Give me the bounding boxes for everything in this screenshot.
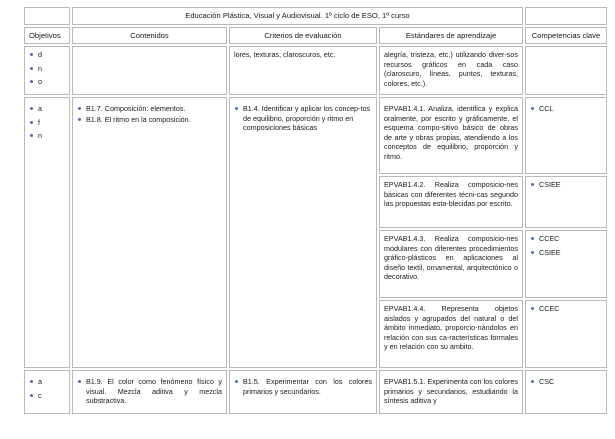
header-criterios: Criterios de evaluación: [229, 27, 377, 45]
objetivos-cell: [24, 370, 70, 414]
competencias-cell: [525, 300, 607, 368]
estandar-text: EPVAB1.4.4. Representa objetos aislados y agrupados del natural o del ámbito inmediato, proporcio-nándolos en relación con sus ca-racterísticas formales y en relación con su ambito.: [384, 303, 518, 352]
criterio-text: lores, texturas, claroscuros, etc.: [234, 50, 336, 60]
table-row: [24, 370, 607, 414]
estandar-cell: [379, 370, 523, 414]
table-row: [24, 97, 607, 174]
estandar-cell: [379, 230, 523, 298]
objetivo-item: f: [29, 118, 65, 128]
criterios-cell: [229, 370, 377, 414]
header-objetivos: Objetivos: [24, 27, 70, 45]
competencias-cell: [525, 370, 607, 414]
title-blank-cell: [24, 7, 70, 25]
objetivos-cell: [24, 97, 70, 368]
objetivo-item: a: [29, 377, 65, 387]
contenidos-cell: [72, 46, 227, 95]
header-contenidos: Contenidos: [72, 27, 227, 45]
criterios-cell: [229, 46, 377, 95]
title-blank-cell: [525, 7, 607, 25]
estandar-text: EPVAB1.4.2. Realiza composicio-nes básicas con diferentes técni-cas segundo las propuestas esta-blecidas por escrito.: [384, 179, 518, 209]
competencia-item: CCL: [530, 104, 602, 114]
criterio-item: B1.5. Experimentar con los colores primarios y secundarios.: [234, 377, 372, 396]
estandar-text: alegría, tristeza, etc.) utilizando diver-sos recursos gráficos en cada caso (claroscuro, líneas, puntos, texturas, colores, etc.).: [384, 50, 518, 88]
contenido-item: B1.9. El color como fenómeno físico y visual. Mezcla aditiva y mezcla substractiva.: [77, 377, 222, 406]
competencias-cell: [525, 176, 607, 228]
contenido-item: B1.8. El ritmo en la composición.: [77, 115, 222, 125]
competencias-cell: [525, 230, 607, 298]
contenidos-cell: [72, 370, 227, 414]
competencia-item: CCEC: [530, 234, 602, 244]
competencia-item: CSIEE: [530, 248, 602, 258]
competencia-item: CSC: [530, 377, 602, 387]
contenido-item: B1.7. Composición: elementos.: [77, 104, 222, 114]
competencia-item: CSIEE: [530, 180, 602, 190]
estandar-text: EPVAB1.4.1. Analiza, identifica y explica oralmente, por escrito y gráficamente, el esquema compo-sitivo básico de obras de arte y obras propias, atendiendo a los conceptos de equilibrio, proporción y ritmo.: [384, 103, 518, 161]
header-row: [24, 27, 607, 45]
objetivo-item: a: [29, 104, 65, 114]
estandar-text: EPVAB1.4.3. Realiza composicio-nes modulares con diferentes procedimientos gráfico-plásticos en aplicaciones al diseño textil, ornamental, arquitectónico o decorativo.: [384, 233, 518, 282]
estandar-cell: [379, 176, 523, 228]
criterio-item: B1.4. Identificar y aplicar los concep-tos de equilibrio, proporción y ritmo en composiciones básicas: [234, 104, 372, 133]
objetivo-item: o: [29, 77, 65, 87]
estandar-text: EPVAB1.5.1. Experimenta con los colores primarios y secundarios, estudiando la síntesis aditiva y: [384, 376, 518, 406]
objetivo-item: n: [29, 131, 65, 141]
competencias-cell: [525, 97, 607, 174]
criterios-cell: [229, 97, 377, 368]
objetivo-item: n: [29, 64, 65, 74]
estandar-cell: [379, 97, 523, 174]
objetivo-item: d: [29, 50, 65, 60]
competencias-cell: [525, 46, 607, 95]
objetivo-item: c: [29, 391, 65, 401]
contenidos-cell: [72, 97, 227, 368]
estandar-cell: [379, 300, 523, 368]
competencia-item: CCEC: [530, 304, 602, 314]
table-row: [24, 46, 607, 95]
table-title: Educación Plástica, Visual y Audiovisual. 1º ciclo de ESO, 1º curso: [72, 7, 523, 25]
estandar-cell: [379, 46, 523, 95]
title-row: [24, 7, 607, 25]
objetivos-cell: [24, 46, 70, 95]
curriculum-table: [22, 5, 609, 416]
header-competencias: Competencias clave: [525, 27, 607, 45]
header-estandares: Estándares de aprendizaje: [379, 27, 523, 45]
